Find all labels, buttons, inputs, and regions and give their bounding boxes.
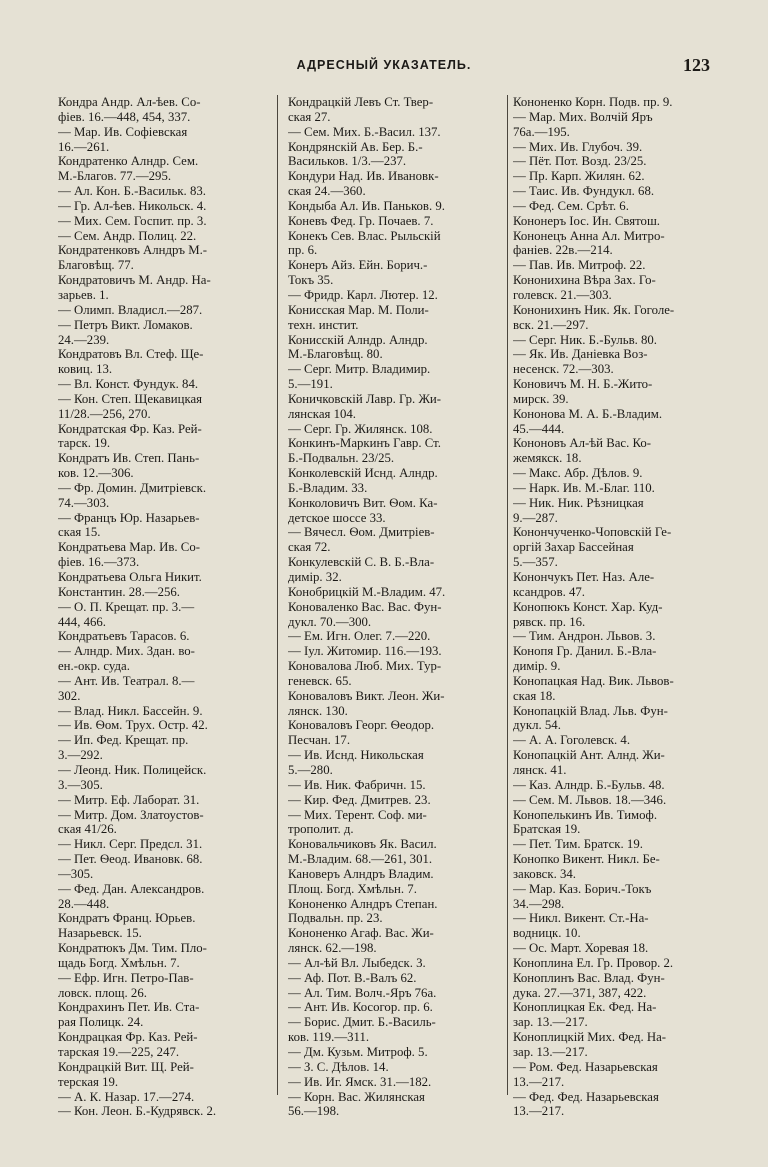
directory-entry-line: Кононенко Агаф. Вас. Жи- [288, 926, 434, 941]
directory-entry-line: — Ал-ѣй Вл. Лыбедск. 3. [288, 955, 426, 970]
directory-entry-line: 9.—287. [513, 510, 558, 525]
directory-entry-line: — Ип. Фед. Крещат. пр. [58, 733, 189, 748]
directory-entry-line: Конончученко-Чоповскій Ге- [513, 525, 672, 540]
directory-entry-line: — Ив. Ник. Фабричн. 15. [288, 777, 426, 792]
directory-entry-line: трополит. д. [288, 822, 354, 837]
directory-entry-line: 34.—298. [513, 896, 565, 911]
directory-entry-line: Кондратьева Ольга Никит. [58, 570, 202, 584]
directory-entry-line: ксандров. 47. [513, 584, 586, 599]
directory-entry-line: — Пр. Карп. Жилян. 62. [513, 169, 645, 184]
directory-entry-line: — Нарк. Ив. М.-Благ. 110. [513, 480, 655, 495]
directory-entry-line: Коневъ Фед. Гр. Почаев. 7. [288, 213, 434, 228]
directory-entry-line: рая Полицк. 24. [58, 1015, 144, 1030]
directory-entry-line: — Вл. Конст. Фундук. 84. [58, 377, 199, 392]
directory-entry-line: Кондратенковъ Алндръ М.- [58, 243, 208, 258]
directory-entry-line: Кондрацкій Вит. Щ. Рей- [58, 1059, 194, 1074]
directory-entry-line: ская 24.—360. [288, 184, 366, 199]
directory-entry-line: — Аф. Пот. В.-Валъ 62. [288, 970, 417, 985]
directory-entry-line: Благовѣщ. 77. [58, 258, 134, 273]
directory-entry-line: Коноплицкій Мих. Фед. На- [513, 1030, 667, 1045]
directory-entry-line: Кондратюкъ Дм. Тим. Пло- [58, 941, 207, 956]
directory-entry-line: — Мар. Ив. Софіевская [58, 124, 188, 139]
directory-entry-line: Кононецъ Анна Ал. Митро- [513, 228, 665, 243]
directory-entry-line: Кондыба Ал. Ив. Паньков. 9. [288, 198, 445, 213]
directory-column-3 [513, 95, 716, 1155]
directory-entry-line: — Сем. Мих. Б.-Васил. 137. [288, 124, 441, 139]
directory-entry-line: 5.—191. [288, 377, 333, 392]
directory-entry-line: Коноплицкая Ек. Фед. На- [513, 1000, 657, 1015]
directory-entry-line: Конкулевскій С. В. Б.-Вла- [288, 555, 435, 570]
directory-entry-line: — Фридр. Карл. Лютер. 12. [288, 287, 438, 302]
directory-entry-line: Кононихинъ Ник. Як. Гоголе- [513, 302, 675, 317]
directory-entry-line: — Ос. Март. Хоревая 18. [513, 941, 649, 956]
directory-entry-line: дукл. 70.—300. [288, 614, 372, 629]
directory-entry-line: — Митр. Еф. Лаборат. 31. [58, 792, 200, 807]
directory-entry-line: Константин. 28.—256. [58, 584, 180, 599]
directory-entry-line: Конопацкій Влад. Льв. Фун- [513, 703, 668, 718]
directory-entry-line: — Вячесл. Ѳом. Дмитріев- [288, 525, 435, 540]
directory-entry-line: — Францъ Юр. Назарьев- [58, 510, 200, 525]
directory-entry-line: — Мар. Мих. Волчій Яръ [513, 109, 653, 124]
directory-entry-line: 16.—261. [58, 139, 110, 154]
page-number: 123 [683, 55, 710, 75]
directory-entry-line: Конколовичъ Вит. Ѳом. Ка- [288, 495, 438, 510]
directory-entry-line: — Мих. Терент. Соф. ми- [288, 807, 427, 822]
directory-entry-line: ская 27. [288, 109, 331, 124]
directory-entry-line: Конеръ Айз. Ейн. Борич.- [288, 258, 428, 273]
directory-entry-line: М.-Благов. 77.—295. [58, 169, 172, 184]
directory-entry-line: Кановеръ Алндръ Владим. [288, 866, 434, 881]
directory-entry-line: Кондратъ Франц. Юрьев. [58, 911, 196, 926]
running-title: АДРЕСНЫЙ УКАЗАТЕЛЬ. [296, 58, 472, 72]
directory-entry-line: оргій Захар Бассейная [513, 540, 634, 555]
directory-entry-line: Коничковскій Лавр. Гр. Жи- [288, 391, 442, 406]
directory-entry-line: — Ант. Ив. Театрал. 8.— [58, 673, 195, 688]
directory-entry-line: 13.—217. [513, 1074, 565, 1089]
directory-entry-line: ков. 12.—306. [58, 466, 134, 481]
directory-entry-line: Конопко Викент. Никл. Бе- [513, 852, 660, 867]
directory-entry-line: — Ив. Ѳом. Трух. Остр. 42. [58, 718, 208, 733]
directory-entry-line: Кондратовъ Вл. Стеф. Ще- [58, 347, 204, 362]
directory-entry-line: лянская 104. [288, 406, 356, 421]
directory-entry-line: — Ник. Ник. Рѣзницкая [513, 495, 644, 510]
directory-entry-line: зар. 13.—217. [513, 1045, 588, 1059]
directory-entry-line: Кондрацкій Левъ Ст. Твер- [288, 95, 434, 109]
directory-entry-line: Конопелькинъ Ив. Тимоф. [513, 807, 658, 822]
directory-entry-line: — Каз. Алндр. Б.-Бульв. 48. [513, 777, 665, 792]
column-divider [277, 95, 278, 1095]
directory-entry-line: 444, 466. [58, 614, 106, 629]
directory-entry-line: димір. 9. [513, 659, 561, 674]
directory-entry-line: — А. А. Гоголевск. 4. [513, 733, 631, 748]
directory-entry-line: — Никл. Викент. Ст.-На- [513, 911, 649, 926]
directory-entry-line: фіев. 16.—373. [58, 555, 140, 570]
directory-entry-line: димір. 32. [288, 570, 342, 584]
directory-entry-line: Братская 19. [513, 822, 581, 837]
directory-entry-line: — Митр. Дом. Златоустов- [58, 807, 204, 822]
directory-entry-line: — Петръ Викт. Ломаков. [58, 317, 193, 332]
directory-entry-line: мирск. 39. [513, 391, 569, 406]
directory-entry-line: Коноплинъ Вас. Влад. Фун- [513, 970, 665, 985]
directory-entry-line: ская 41/26. [58, 822, 117, 837]
directory-entry-line: зар. 13.—217. [513, 1015, 588, 1030]
directory-entry-line: — Фед. Сем. Срѣт. 6. [513, 198, 629, 213]
directory-entry-line: Кондратьевъ Тарасов. 6. [58, 629, 190, 644]
directory-entry-line: 3.—305. [58, 777, 103, 792]
directory-entry-line: Кондрацкая Фр. Каз. Рей- [58, 1030, 198, 1045]
directory-entry-line: — Фед. Дан. Александров. [58, 881, 205, 896]
directory-entry-line: заковск. 34. [513, 866, 576, 881]
directory-entry-line: лянск. 62.—198. [288, 941, 377, 956]
directory-entry-line: — Ив. Иг. Ямск. 31.—182. [288, 1074, 432, 1089]
directory-entry-line: 74.—303. [58, 495, 110, 510]
directory-entry-line: Коновичъ М. Н. Б.-Жито- [513, 377, 653, 392]
directory-entry-line: Конопацкій Ант. Алнд. Жи- [513, 748, 665, 763]
directory-entry-line: — Дм. Кузьм. Митроф. 5. [288, 1045, 428, 1059]
directory-entry-line: 5.—357. [513, 555, 558, 570]
directory-entry-line: М.-Благовѣщ. 80. [288, 347, 383, 362]
directory-entry-line: вск. 21.—297. [513, 317, 589, 332]
directory-entry-line: — А. К. Назар. 17.—274. [58, 1089, 195, 1104]
directory-entry-line: Коноплина Ел. Гр. Провор. 2. [513, 955, 674, 970]
directory-entry-line: — Пет. Ѳеод. Ивановк. 68. [58, 852, 203, 867]
directory-entry-line: — Серг. Митр. Владимир. [288, 362, 431, 377]
directory-entry-line: —305. [58, 866, 94, 881]
directory-entry-line: Конисскій Алндр. Алндр. [288, 332, 428, 347]
directory-entry-line: 11/28.—256, 270. [58, 406, 151, 421]
directory-entry-line: Кондрахинъ Пет. Ив. Ста- [58, 1000, 200, 1015]
directory-entry-line: зарьев. 1. [58, 287, 109, 302]
directory-entry-line: Песчан. 17. [288, 733, 351, 748]
column-divider [507, 95, 508, 1095]
directory-entry-line: Назарьевск. 15. [58, 926, 142, 941]
directory-entry-line: — Борис. Дмит. Б.-Василь- [288, 1015, 436, 1030]
directory-entry-line: Токъ 35. [288, 273, 334, 288]
directory-entry-line: Кондратенко Алндр. Сем. [58, 154, 199, 169]
directory-entry-line: — Ром. Фед. Назарьевская [513, 1059, 658, 1074]
directory-entry-line: Кононовъ Ал-ѣй Вас. Ко- [513, 436, 652, 451]
directory-entry-line: — Ал. Тим. Волч.-Яръ 76а. [288, 985, 437, 1000]
directory-entry-line: — Пав. Ив. Митроф. 22. [513, 258, 646, 273]
directory-entry-line: геневск. 65. [288, 673, 352, 688]
directory-entry-line: — Пёт. Пот. Возд. 23/25. [513, 154, 647, 169]
directory-entry-line: Б.-Подвальн. 23/25. [288, 451, 395, 466]
directory-entry-line: — Гр. Ал-ѣев. Никольск. 4. [58, 198, 207, 213]
directory-entry-line: — Серг. Гр. Жилянск. 108. [288, 421, 433, 436]
directory-entry-line: фіев. 16.—448, 454, 337. [58, 109, 191, 124]
directory-entry-line: Конопюкъ Конст. Хар. Куд- [513, 599, 663, 614]
directory-entry-line: фаніев. 22в.—214. [513, 243, 613, 258]
directory-entry-line: лянск. 130. [288, 703, 348, 718]
directory-entry-line: — З. С. Дѣлов. 14. [288, 1059, 389, 1074]
directory-entry-line: Коноваловъ Георг. Ѳеодор. [288, 718, 435, 733]
directory-entry-line: — Тим. Андрон. Львов. 3. [513, 629, 656, 644]
directory-entry-line: — Мих. Ив. Глубоч. 39. [513, 139, 643, 154]
directory-entry-line: — Мих. Сем. Госпит. пр. 3. [58, 213, 207, 228]
directory-entry-line: тарская 19.—225, 247. [58, 1045, 180, 1059]
directory-entry-line: — Пет. Тим. Братск. 19. [513, 837, 643, 852]
directory-entry-line: — Алндр. Мих. Здан. во- [58, 644, 195, 659]
directory-entry-line: Конончукъ Пет. Наз. Але- [513, 570, 655, 584]
directory-entry-line: Б.-Владим. 33. [288, 480, 368, 495]
directory-entry-line: — Ефр. Игн. Петро-Пав- [58, 970, 194, 985]
directory-entry-line: голевск. 21.—303. [513, 287, 612, 302]
directory-entry-line: тарск. 19. [58, 436, 111, 451]
directory-columns [58, 95, 714, 1155]
directory-entry-line: — Ем. Игн. Олег. 7.—220. [288, 629, 431, 644]
directory-entry-line: 56.—198. [288, 1104, 340, 1119]
directory-entry-line: — Макс. Абр. Дѣлов. 9. [513, 466, 643, 481]
directory-entry-line: 13.—217. [513, 1104, 565, 1119]
page-header [0, 56, 768, 76]
directory-entry-line: Кондури Над. Ив. Ивановк- [288, 169, 439, 184]
directory-entry-line: терская 19. [58, 1074, 119, 1089]
directory-entry-line: ская 18. [513, 688, 556, 703]
directory-entry-line: Коновальчиковъ Як. Васил. [288, 837, 437, 852]
directory-entry-line: — Сем. Андр. Полиц. 22. [58, 228, 197, 243]
directory-entry-line: ковиц. 13. [58, 362, 113, 377]
directory-entry-line: Кононенко Алндръ Степан. [288, 896, 438, 911]
directory-entry-line: — Ант. Ив. Косогор. пр. 6. [288, 1000, 433, 1015]
directory-entry-line: 5.—280. [288, 762, 333, 777]
directory-entry-line: — Никл. Серг. Предсл. 31. [58, 837, 203, 852]
directory-entry-line: Конопацкая Над. Вик. Львов- [513, 673, 674, 688]
directory-entry-line: лянск. 41. [513, 762, 567, 777]
directory-entry-line: техн. инстит. [288, 317, 359, 332]
directory-entry-line: — Фед. Фед. Назарьевская [513, 1089, 659, 1104]
directory-entry-line: Площ. Богд. Хмѣльн. 7. [288, 881, 417, 896]
directory-entry-line: водницк. 10. [513, 926, 581, 941]
directory-entry-line: щадь Богд. Хмѣльн. 7. [58, 955, 180, 970]
directory-entry-line: Кондратьева Мар. Ив. Со- [58, 540, 200, 555]
directory-entry-line: Васильков. 1/3.—237. [288, 154, 407, 169]
directory-entry-line: ловск. площ. 26. [58, 985, 147, 1000]
directory-entry-line: М.-Владим. 68.—261, 301. [288, 852, 433, 867]
directory-entry-line: 302. [58, 688, 81, 703]
directory-entry-line: дукл. 54. [513, 718, 561, 733]
directory-entry-line: Кононихина Вѣра Зах. Го- [513, 273, 656, 288]
directory-entry-line: жемякск. 18. [513, 451, 582, 466]
directory-entry-line: — Леонд. Ник. Полицейск. [58, 762, 207, 777]
directory-entry-line: — Фр. Домин. Дмитріевск. [58, 480, 207, 495]
directory-entry-line: Кондрянскій Ав. Бер. Б.- [288, 139, 423, 154]
directory-entry-line: 76а.—195. [513, 124, 570, 139]
directory-entry-line: ская 15. [58, 525, 101, 540]
directory-entry-line: — Серг. Ник. Б.-Бульв. 80. [513, 332, 658, 347]
directory-entry-line: Кондратовичъ М. Андр. На- [58, 273, 211, 288]
directory-entry-line: 28.—448. [58, 896, 110, 911]
directory-entry-line: Коноваловъ Викт. Леон. Жи- [288, 688, 445, 703]
directory-entry-line: — Мар. Каз. Борич.-Токъ [513, 881, 652, 896]
directory-entry-line: несенск. 72.—303. [513, 362, 614, 377]
directory-column-2 [288, 95, 488, 1155]
directory-entry-line: Конобрицкій М.-Владим. 47. [288, 584, 446, 599]
directory-entry-line: — Ив. Иснд. Никольская [288, 748, 424, 763]
directory-entry-line: 24.—239. [58, 332, 110, 347]
directory-entry-line: 3.—292. [58, 748, 103, 763]
directory-entry-line: — Кон. Степ. Щекавицкая [58, 391, 203, 406]
directory-entry-line: — Олимп. Владисл.—287. [58, 302, 203, 317]
directory-entry-line: Конекъ Сев. Влас. Рыльскій [288, 228, 441, 243]
directory-entry-line: Коновалова Люб. Мих. Тур- [288, 659, 442, 674]
directory-entry-line: Конопя Гр. Данил. Б.-Вла- [513, 644, 657, 659]
directory-entry-line: рявск. пр. 16. [513, 614, 586, 629]
directory-entry-line: — Таис. Ив. Фундукл. 68. [513, 184, 655, 199]
directory-entry-line: Конисская Мар. М. Поли- [288, 302, 429, 317]
directory-entry-line: Кондра Андр. Ал-ѣев. Со- [58, 95, 201, 109]
directory-entry-line: — Влад. Никл. Бассейн. 9. [58, 703, 203, 718]
directory-entry-line: Кононенко Корн. Подв. пр. 9. [513, 95, 673, 109]
directory-entry-line: 45.—444. [513, 421, 565, 436]
directory-entry-line: Конколевскій Иснд. Алндр. [288, 466, 438, 481]
directory-entry-line: Конкинъ-Маркинъ Гавр. Ст. [288, 436, 441, 451]
directory-entry-line: — Кон. Леон. Б.-Кудрявск. 2. [58, 1104, 217, 1119]
directory-entry-line: Кондратская Фр. Каз. Рей- [58, 421, 202, 436]
directory-entry-line: — Сем. М. Львов. 18.—346. [513, 792, 667, 807]
directory-entry-line: Коноваленко Вас. Вас. Фун- [288, 599, 442, 614]
directory-entry-line: Кондратъ Ив. Степ. Пань- [58, 451, 200, 466]
directory-entry-line: — Ал. Кон. Б.-Васильк. 83. [58, 184, 206, 199]
directory-entry-line: пр. 6. [288, 243, 318, 258]
directory-entry-line: — Іул. Житомир. 116.—193. [288, 644, 442, 659]
directory-entry-line: — Кир. Фед. Дмитрев. 23. [288, 792, 431, 807]
directory-entry-line: — Корн. Вас. Жилянская [288, 1089, 425, 1104]
directory-entry-line: ков. 119.—311. [288, 1030, 370, 1045]
directory-entry-line: дука. 27.—371, 387, 422. [513, 985, 647, 1000]
directory-column-1 [58, 95, 254, 1155]
directory-entry-line: — Як. Ив. Даніевка Воз- [513, 347, 648, 362]
directory-entry-line: детское шоссе 33. [288, 510, 386, 525]
directory-entry-line: Кононеръ Іос. Ин. Святош. [513, 213, 661, 228]
directory-entry-line: Кононова М. А. Б.-Владим. [513, 406, 663, 421]
directory-entry-line: ская 72. [288, 540, 331, 555]
directory-entry-line: — О. П. Крещат. пр. 3.— [58, 599, 195, 614]
directory-entry-line: Подвальн. пр. 23. [288, 911, 383, 926]
directory-entry-line: ен.-окр. суда. [58, 659, 130, 674]
